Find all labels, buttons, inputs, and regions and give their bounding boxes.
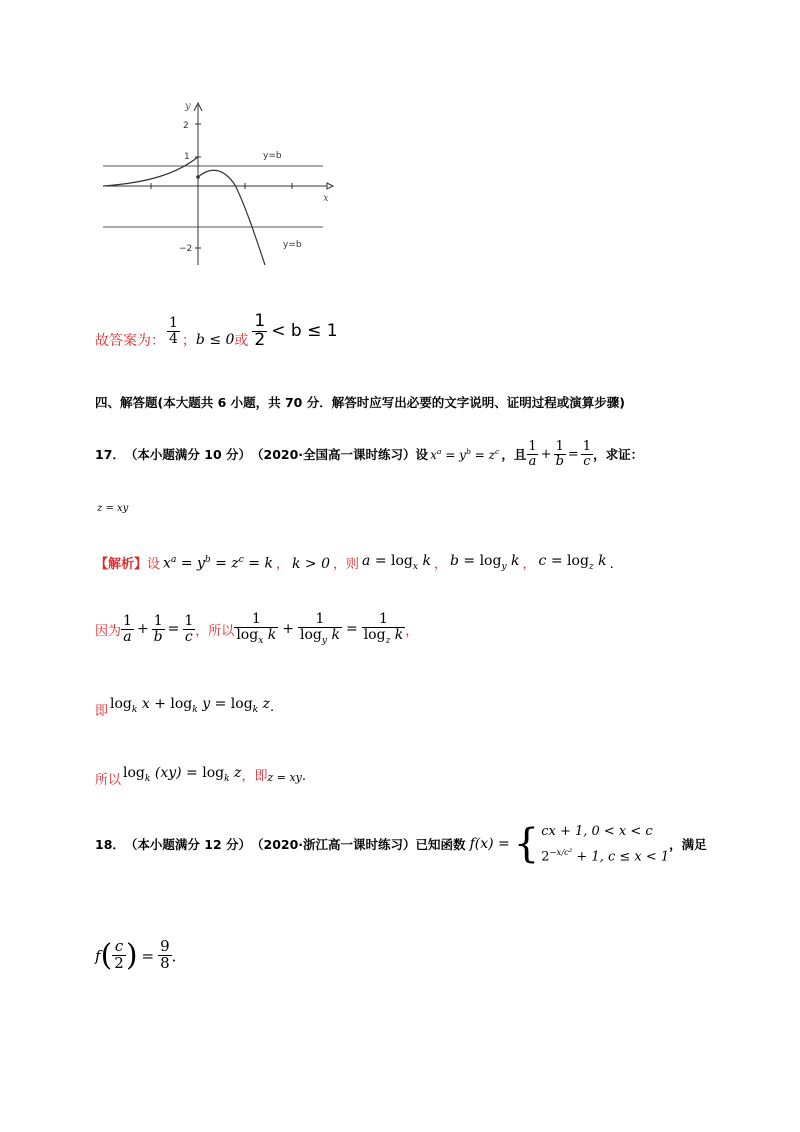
line-label-top: y=b: [263, 151, 282, 161]
q17-number: 17．: [95, 447, 125, 463]
solution-suoyi2: 所以: [95, 773, 122, 788]
q17-condition: $\frac{1}{a}$ + $\frac{1}{b}$ = $\frac{1}{c}$: [528, 439, 592, 469]
answer-line: [95, 312, 338, 350]
curve-right: [198, 170, 265, 265]
solution-line-1: 【解析】 设 $x^a = y^b = z^c = k$ ， k > 0 ，则 $a = \log_x k$ ， $b = \log_y k$ ， $c = \log_z k$ .: [95, 553, 614, 572]
solution-line-2: 因为 $\frac{1}{a}$ + $\frac{1}{b}$ = $\frac{1}{c}$ ，所以 $\frac{1}{\log_x k}$ + $\frac{1}{\log_y k}$ = $\frac{1}{\log_z k}$ ，: [95, 611, 419, 646]
endpoint: [196, 175, 200, 179]
solution-line-4: 所以 $\log_k (xy) = \log_k z$ ，即 z = xy .: [95, 765, 307, 788]
q18-condition: f ( $\frac{c}{2}$ ) = $\frac{9}{8}$ ．: [95, 937, 187, 973]
solution-suoyi: ，所以: [195, 623, 235, 639]
q17-prove: ，求证：: [593, 447, 644, 463]
answer-prefix: 故答案为：: [95, 333, 165, 349]
q17-eq: $x^a = y^b = z^c$: [430, 446, 500, 462]
solution-eq-1: $x^a = y^b = z^c = k$: [163, 555, 273, 572]
answer-or: 或: [234, 333, 249, 349]
q18-satisfy: ，满足: [669, 837, 707, 853]
solution-final: z = xy: [267, 771, 302, 784]
q17-goal: z = xy: [97, 503, 129, 514]
q18-case-1: cx + 1, 0 < x < c: [541, 824, 653, 839]
answer-sep: ；: [181, 333, 196, 349]
q18-source: （2020·浙江高一课时练习）已知函数: [251, 837, 466, 853]
answer-cond-1: b ≤ 0: [195, 332, 235, 348]
tick-label-neg2: −2: [179, 244, 193, 254]
answer-frac-2: $\frac{1}{2}$: [254, 310, 266, 350]
solution-because: 因为: [95, 623, 122, 639]
q17-source: （2020·全国高一课时练习）设: [251, 447, 429, 463]
answer-frac-1: $\frac{1}{4}$: [169, 314, 178, 347]
x-axis-arrow: [327, 183, 333, 189]
q17-and: ，且: [501, 447, 527, 463]
q18-line: 18． （本小题满分 12 分） （2020·浙江高一课时练习）已知函数 f(x) = { cx + 1, 0 < x < c $2^{-x/c^2} + 1$, c ≤ x < 1 ，满足: [95, 821, 707, 868]
y-label: y: [185, 101, 191, 112]
function-graph: [95, 95, 345, 270]
q17-score: （本小题满分 10 分）: [124, 447, 252, 463]
solution-ji: 即: [95, 703, 109, 719]
answer-cond-2: < b ≤ 1: [271, 321, 338, 341]
q18-case-2: + 1, c ≤ x < 1: [576, 849, 670, 865]
solution-ji2: ，即: [241, 769, 268, 784]
tick-label-1: 1: [184, 152, 190, 162]
q18-score: （本小题满分 12 分）: [124, 837, 252, 853]
x-label: x: [323, 193, 329, 204]
q18-number: 18．: [95, 837, 125, 853]
tick-label-2: 2: [183, 121, 189, 131]
section-title: 四、解答题(本大题共 6 小题，共 70 分．解答时应写出必要的文字说明、证明过程或演算步骤): [95, 395, 625, 410]
q17-line: [95, 440, 643, 468]
solution-she: 设: [147, 557, 161, 572]
line-label-bottom: y=b: [283, 240, 302, 250]
solution-line-3: 即 $\log_k x + \log_k y = \log_k z$ .: [95, 696, 275, 719]
solution-tag: 【解析】: [95, 557, 148, 572]
